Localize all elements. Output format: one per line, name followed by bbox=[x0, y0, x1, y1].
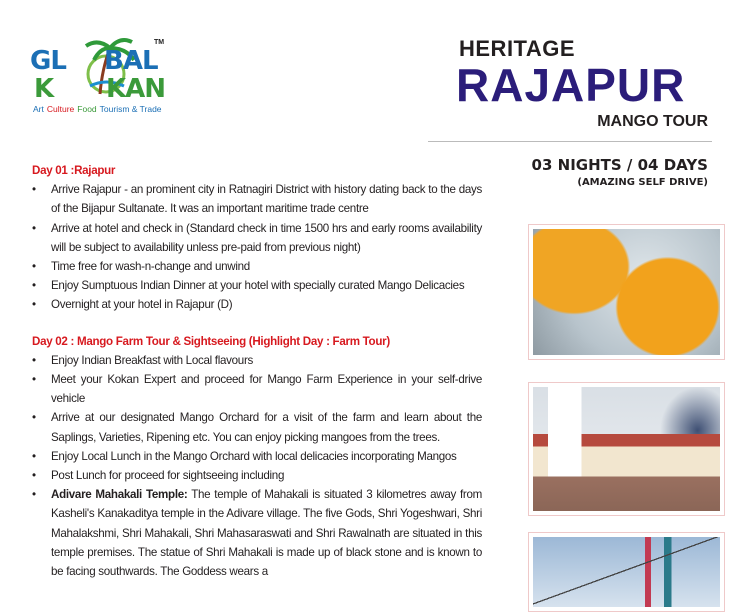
zipline-image bbox=[533, 537, 720, 607]
title-heritage: HERITAGE bbox=[459, 36, 576, 61]
bullet-icon: • bbox=[32, 373, 36, 387]
item-text: Overnight at your hotel in Rajapur (D) bbox=[51, 298, 233, 312]
tour-subtitle: (AMAZING SELF DRIVE) bbox=[577, 177, 708, 188]
tagline-word: Art bbox=[33, 104, 44, 114]
photo-temple bbox=[528, 382, 725, 516]
list-item bbox=[32, 466, 482, 485]
item-text: Arrive at hotel and check in (Standard check in time 1500 hrs and early rooms availability will be subject to availability unless pre-paid from previous night) bbox=[51, 221, 482, 254]
divider bbox=[428, 141, 712, 142]
list-item bbox=[32, 257, 482, 276]
day-items bbox=[32, 180, 482, 314]
list-item bbox=[32, 276, 482, 295]
temple-image bbox=[533, 387, 720, 511]
tagline-word: Tourism & Trade bbox=[99, 104, 162, 114]
list-item bbox=[32, 370, 482, 408]
photo-mangoes bbox=[528, 224, 725, 360]
bullet-icon: • bbox=[32, 298, 36, 312]
list-item bbox=[32, 485, 482, 581]
tour-duration: 03 NIGHTS / 04 DAYS bbox=[531, 156, 708, 174]
tagline-word: Food bbox=[77, 104, 97, 114]
list-item bbox=[32, 219, 482, 257]
list-item bbox=[32, 295, 482, 314]
mango-image bbox=[533, 229, 720, 355]
bullet-icon: • bbox=[32, 488, 36, 502]
list-item bbox=[32, 447, 482, 466]
global-kokan-logo: GL BAL K KAN TM Art Culture Food Tourism & Trade bbox=[30, 34, 175, 114]
day-heading: Day 02 : Mango Farm Tour & Sightseeing (Highlight Day : Farm Tour) bbox=[32, 334, 390, 348]
item-highlight: Adivare Mahakali Temple: bbox=[51, 488, 188, 502]
bullet-icon: • bbox=[32, 411, 36, 425]
bullet-icon: • bbox=[32, 221, 36, 235]
item-text: Post Lunch for proceed for sightseeing including bbox=[51, 469, 285, 483]
item-text: Arrive at our designated Mango Orchard for a visit of the farm and learn about the Saplings, Varieties, Ripening etc. You can enjoy picking mangoes from the trees. bbox=[51, 411, 482, 444]
itinerary bbox=[32, 161, 482, 598]
item-text: The temple of Mahakali is situated 3 kilometres away from Kasheli's Kanakaditya temple in the Adivare village. The five Gods, Shri Yogeshwari, Shri Mahalakshmi, Shri Mahakali, Shri Mahasaraswati and Shri Rawalnath are situated in this temple premises. The statue of Shri Mahakali is made up of black stone and is known to be facing southwards. The Goddess wears a bbox=[51, 488, 482, 579]
logo-tagline bbox=[33, 104, 165, 114]
tagline-word: Culture bbox=[46, 104, 75, 114]
item-text: Arrive Rajapur - an prominent city in Ratnagiri District with history dating back to the days of the Bijapur Sultanate. It was an important maritime trade centre bbox=[51, 183, 482, 216]
list-item bbox=[32, 180, 482, 218]
item-text: Time free for wash-n-change and unwind bbox=[51, 260, 250, 274]
item-text: Enjoy Indian Breakfast with Local flavours bbox=[51, 353, 253, 367]
bullet-icon: • bbox=[32, 449, 36, 463]
bullet-icon: • bbox=[32, 353, 36, 367]
item-text: Enjoy Local Lunch in the Mango Orchard with local delicacies incorporating Mangos bbox=[51, 449, 457, 463]
bullet-icon: • bbox=[32, 183, 36, 197]
day-heading: Day 01 :Rajapur bbox=[32, 164, 116, 177]
day-items bbox=[32, 351, 482, 581]
title-rajapur: RAJAPUR bbox=[456, 59, 686, 111]
title-mango-tour: MANGO TOUR bbox=[597, 113, 708, 130]
item-text: Meet your Kokan Expert and proceed for Mango Farm Experience in your self-drive vehicle bbox=[51, 373, 482, 406]
item-text: Enjoy Sumptuous Indian Dinner at your hotel with specially curated Mango Delicacies bbox=[51, 279, 465, 293]
bullet-icon: • bbox=[32, 469, 36, 483]
photo-zipline bbox=[528, 532, 725, 612]
bullet-icon: • bbox=[32, 260, 36, 274]
list-item bbox=[32, 408, 482, 446]
bullet-icon: • bbox=[32, 279, 36, 293]
list-item bbox=[32, 351, 482, 370]
